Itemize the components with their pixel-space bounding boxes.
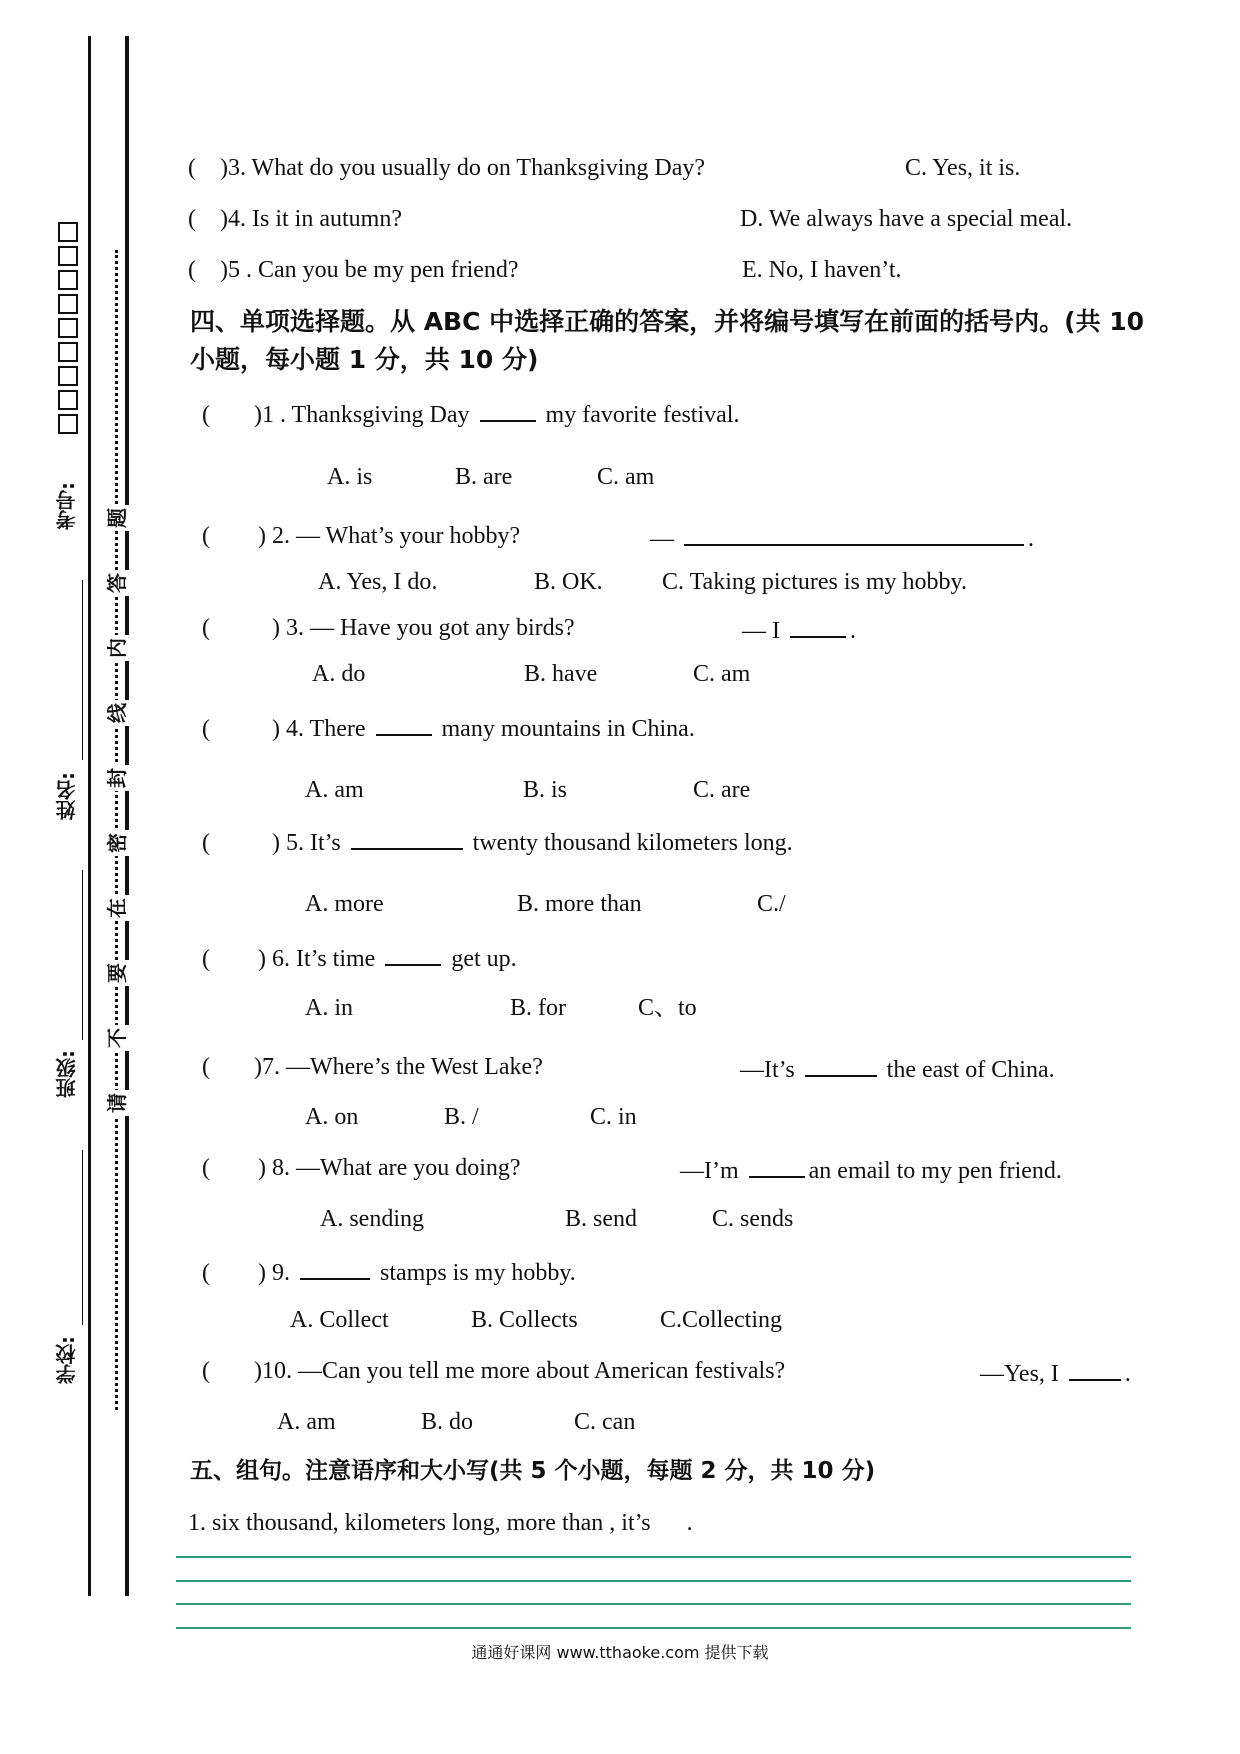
answer-blank[interactable] xyxy=(351,824,463,850)
answer-blank[interactable] xyxy=(749,1152,805,1178)
option-c: C. Taking pictures is my hobby. xyxy=(662,569,967,595)
question-3-response: — I . xyxy=(742,612,856,647)
seal-char: 不 xyxy=(104,1025,130,1051)
seal-char: 要 xyxy=(104,960,130,986)
question-9 xyxy=(202,1254,576,1289)
question-text: ) 6. It’s time xyxy=(258,946,376,972)
question-1 xyxy=(202,396,739,431)
name-underline[interactable] xyxy=(82,580,83,760)
option-b: B. Collects xyxy=(471,1307,578,1333)
option-a: A. is xyxy=(327,464,373,490)
option-a: A. in xyxy=(305,995,353,1021)
question-10-response: —Yes, I . xyxy=(980,1355,1131,1390)
question-text: ) 9. xyxy=(258,1260,290,1286)
question-10 xyxy=(202,1355,785,1387)
answer-paren[interactable]: ( xyxy=(202,946,210,972)
section-5-heading: 五、组句。注意语序和大小写(共 5 个小题，每题 2 分，共 10 分) xyxy=(190,1458,876,1484)
option-a: A. do xyxy=(312,661,366,687)
answer-line[interactable] xyxy=(176,1556,1131,1558)
answer-paren[interactable]: ( xyxy=(202,615,210,641)
option-b: B. OK. xyxy=(534,569,603,595)
school-label: 学校: xyxy=(55,1336,79,1384)
exam-number-boxes[interactable] xyxy=(58,222,78,438)
seal-char: 在 xyxy=(104,895,130,921)
seal-char: 线 xyxy=(104,700,130,726)
option-a: A. more xyxy=(305,891,384,917)
answer-paren[interactable]: ( xyxy=(202,1358,210,1384)
option-b: B. are xyxy=(455,464,513,490)
question-8-response: —I’m an email to my pen friend. xyxy=(680,1152,1062,1187)
matching-item xyxy=(188,152,705,184)
answer-paren[interactable]: ( xyxy=(202,1260,210,1286)
answer-paren[interactable]: ( xyxy=(188,206,196,232)
question-text: stamps is my hobby. xyxy=(380,1260,576,1286)
school-underline[interactable] xyxy=(82,1150,83,1325)
answer-paren[interactable]: ( xyxy=(202,1155,210,1181)
seal-char: 题 xyxy=(104,505,130,531)
section-5-item-1: 1. six thousand, kilometers long, more than , it’s . xyxy=(188,1510,693,1536)
answer-blank[interactable] xyxy=(300,1254,370,1280)
option-b: B. / xyxy=(444,1104,479,1130)
question-text: ) 8. —What are you doing? xyxy=(258,1155,521,1181)
answer-blank[interactable] xyxy=(385,940,441,966)
answer-paren[interactable]: ( xyxy=(188,155,196,181)
question-4 xyxy=(202,710,695,745)
question-2-response: — . xyxy=(650,520,1034,555)
question-5 xyxy=(202,824,793,859)
question-text: ) 4. There xyxy=(272,716,366,742)
seal-line xyxy=(106,250,128,1410)
matching-answer: D. We always have a special meal. xyxy=(740,206,1073,232)
option-a: A. Yes, I do. xyxy=(318,569,438,595)
question-7 xyxy=(202,1051,543,1083)
option-b: B. more than xyxy=(517,891,642,917)
answer-blank[interactable] xyxy=(1069,1355,1121,1381)
option-a: A. sending xyxy=(320,1206,424,1232)
option-c: C. am xyxy=(597,464,655,490)
option-c: C. can xyxy=(574,1409,636,1435)
answer-blank[interactable] xyxy=(376,710,432,736)
option-c: C./ xyxy=(757,891,786,917)
question-6 xyxy=(202,940,517,975)
seal-char: 内 xyxy=(104,635,130,661)
option-c: C.Collecting xyxy=(660,1307,782,1333)
class-underline[interactable] xyxy=(82,870,83,1040)
question-3 xyxy=(202,612,575,644)
question-text: many mountains in China. xyxy=(441,716,695,742)
option-b: B. for xyxy=(510,995,566,1021)
question-7-response: —It’s the east of China. xyxy=(740,1051,1055,1086)
option-b: B. is xyxy=(523,777,568,803)
question-text: twenty thousand kilometers long. xyxy=(472,830,793,856)
exam-number-label: 考号: xyxy=(55,482,79,530)
class-label: 班级: xyxy=(55,1050,79,1098)
option-b: B. do xyxy=(421,1409,474,1435)
seal-char: 封 xyxy=(104,765,130,791)
option-c: C. am xyxy=(693,661,751,687)
question-text: ) 5. It’s xyxy=(272,830,341,856)
option-a: A. am xyxy=(277,1409,336,1435)
option-c: C、to xyxy=(638,995,697,1021)
option-a: A. Collect xyxy=(290,1307,389,1333)
matching-answer: C. Yes, it is. xyxy=(905,155,1021,181)
matching-item xyxy=(188,203,402,235)
matching-answer: E. No, I haven’t. xyxy=(742,257,902,283)
seal-char: 请 xyxy=(104,1090,130,1116)
answer-blank[interactable] xyxy=(684,520,1024,546)
matching-item xyxy=(188,254,519,286)
binding-rail-thin xyxy=(88,36,91,1596)
question-text: ) 2. — What’s your hobby? xyxy=(258,523,521,549)
answer-blank[interactable] xyxy=(790,612,846,638)
answer-blank[interactable] xyxy=(805,1051,877,1077)
question-text: )7. —Where’s the West Lake? xyxy=(254,1054,543,1080)
question-text: 1. six thousand, kilometers long, more than , it’s xyxy=(188,1510,651,1536)
answer-blank[interactable] xyxy=(480,396,536,422)
answer-paren[interactable]: ( xyxy=(202,523,210,549)
option-c: C. are xyxy=(693,777,751,803)
footer-credit: 通通好课网 www.tthaoke.com 提供下载 xyxy=(471,1643,769,1662)
answer-paren[interactable]: ( xyxy=(202,716,210,742)
question-text: )1 . Thanksgiving Day xyxy=(254,402,470,428)
answer-paren[interactable]: ( xyxy=(202,1054,210,1080)
option-b: B. send xyxy=(565,1206,637,1232)
answer-paren[interactable]: ( xyxy=(188,257,196,283)
question-2 xyxy=(202,520,520,552)
answer-paren[interactable]: ( xyxy=(202,830,210,856)
question-text: )3. What do you usually do on Thanksgiving Day? xyxy=(220,155,706,181)
answer-line[interactable] xyxy=(176,1580,1131,1582)
option-c: C. sends xyxy=(712,1206,794,1232)
name-label: 姓名: xyxy=(55,772,79,820)
question-text: )5 . Can you be my pen friend? xyxy=(220,257,519,283)
answer-line[interactable] xyxy=(176,1627,1131,1629)
question-text: get up. xyxy=(451,946,517,972)
question-8 xyxy=(202,1152,521,1184)
answer-paren[interactable]: ( xyxy=(202,402,210,428)
seal-char: 密 xyxy=(104,830,130,856)
question-text: my favorite festival. xyxy=(545,402,740,428)
question-text: )4. Is it in autumn? xyxy=(220,206,402,232)
option-a: A. on xyxy=(305,1104,359,1130)
question-text: ) 3. — Have you got any birds? xyxy=(272,615,575,641)
answer-line[interactable] xyxy=(176,1603,1131,1605)
question-text: )10. —Can you tell me more about American festivals? xyxy=(254,1358,786,1384)
seal-char: 答 xyxy=(104,570,130,596)
option-b: B. have xyxy=(524,661,598,687)
option-c: C. in xyxy=(590,1104,637,1130)
section-4-heading: 四、单项选择题。从 ABC 中选择正确的答案，并将编号填写在前面的括号内。(共 10 小题，每小题 1 分，共 10 分) xyxy=(190,307,1145,374)
option-a: A. am xyxy=(305,777,364,803)
